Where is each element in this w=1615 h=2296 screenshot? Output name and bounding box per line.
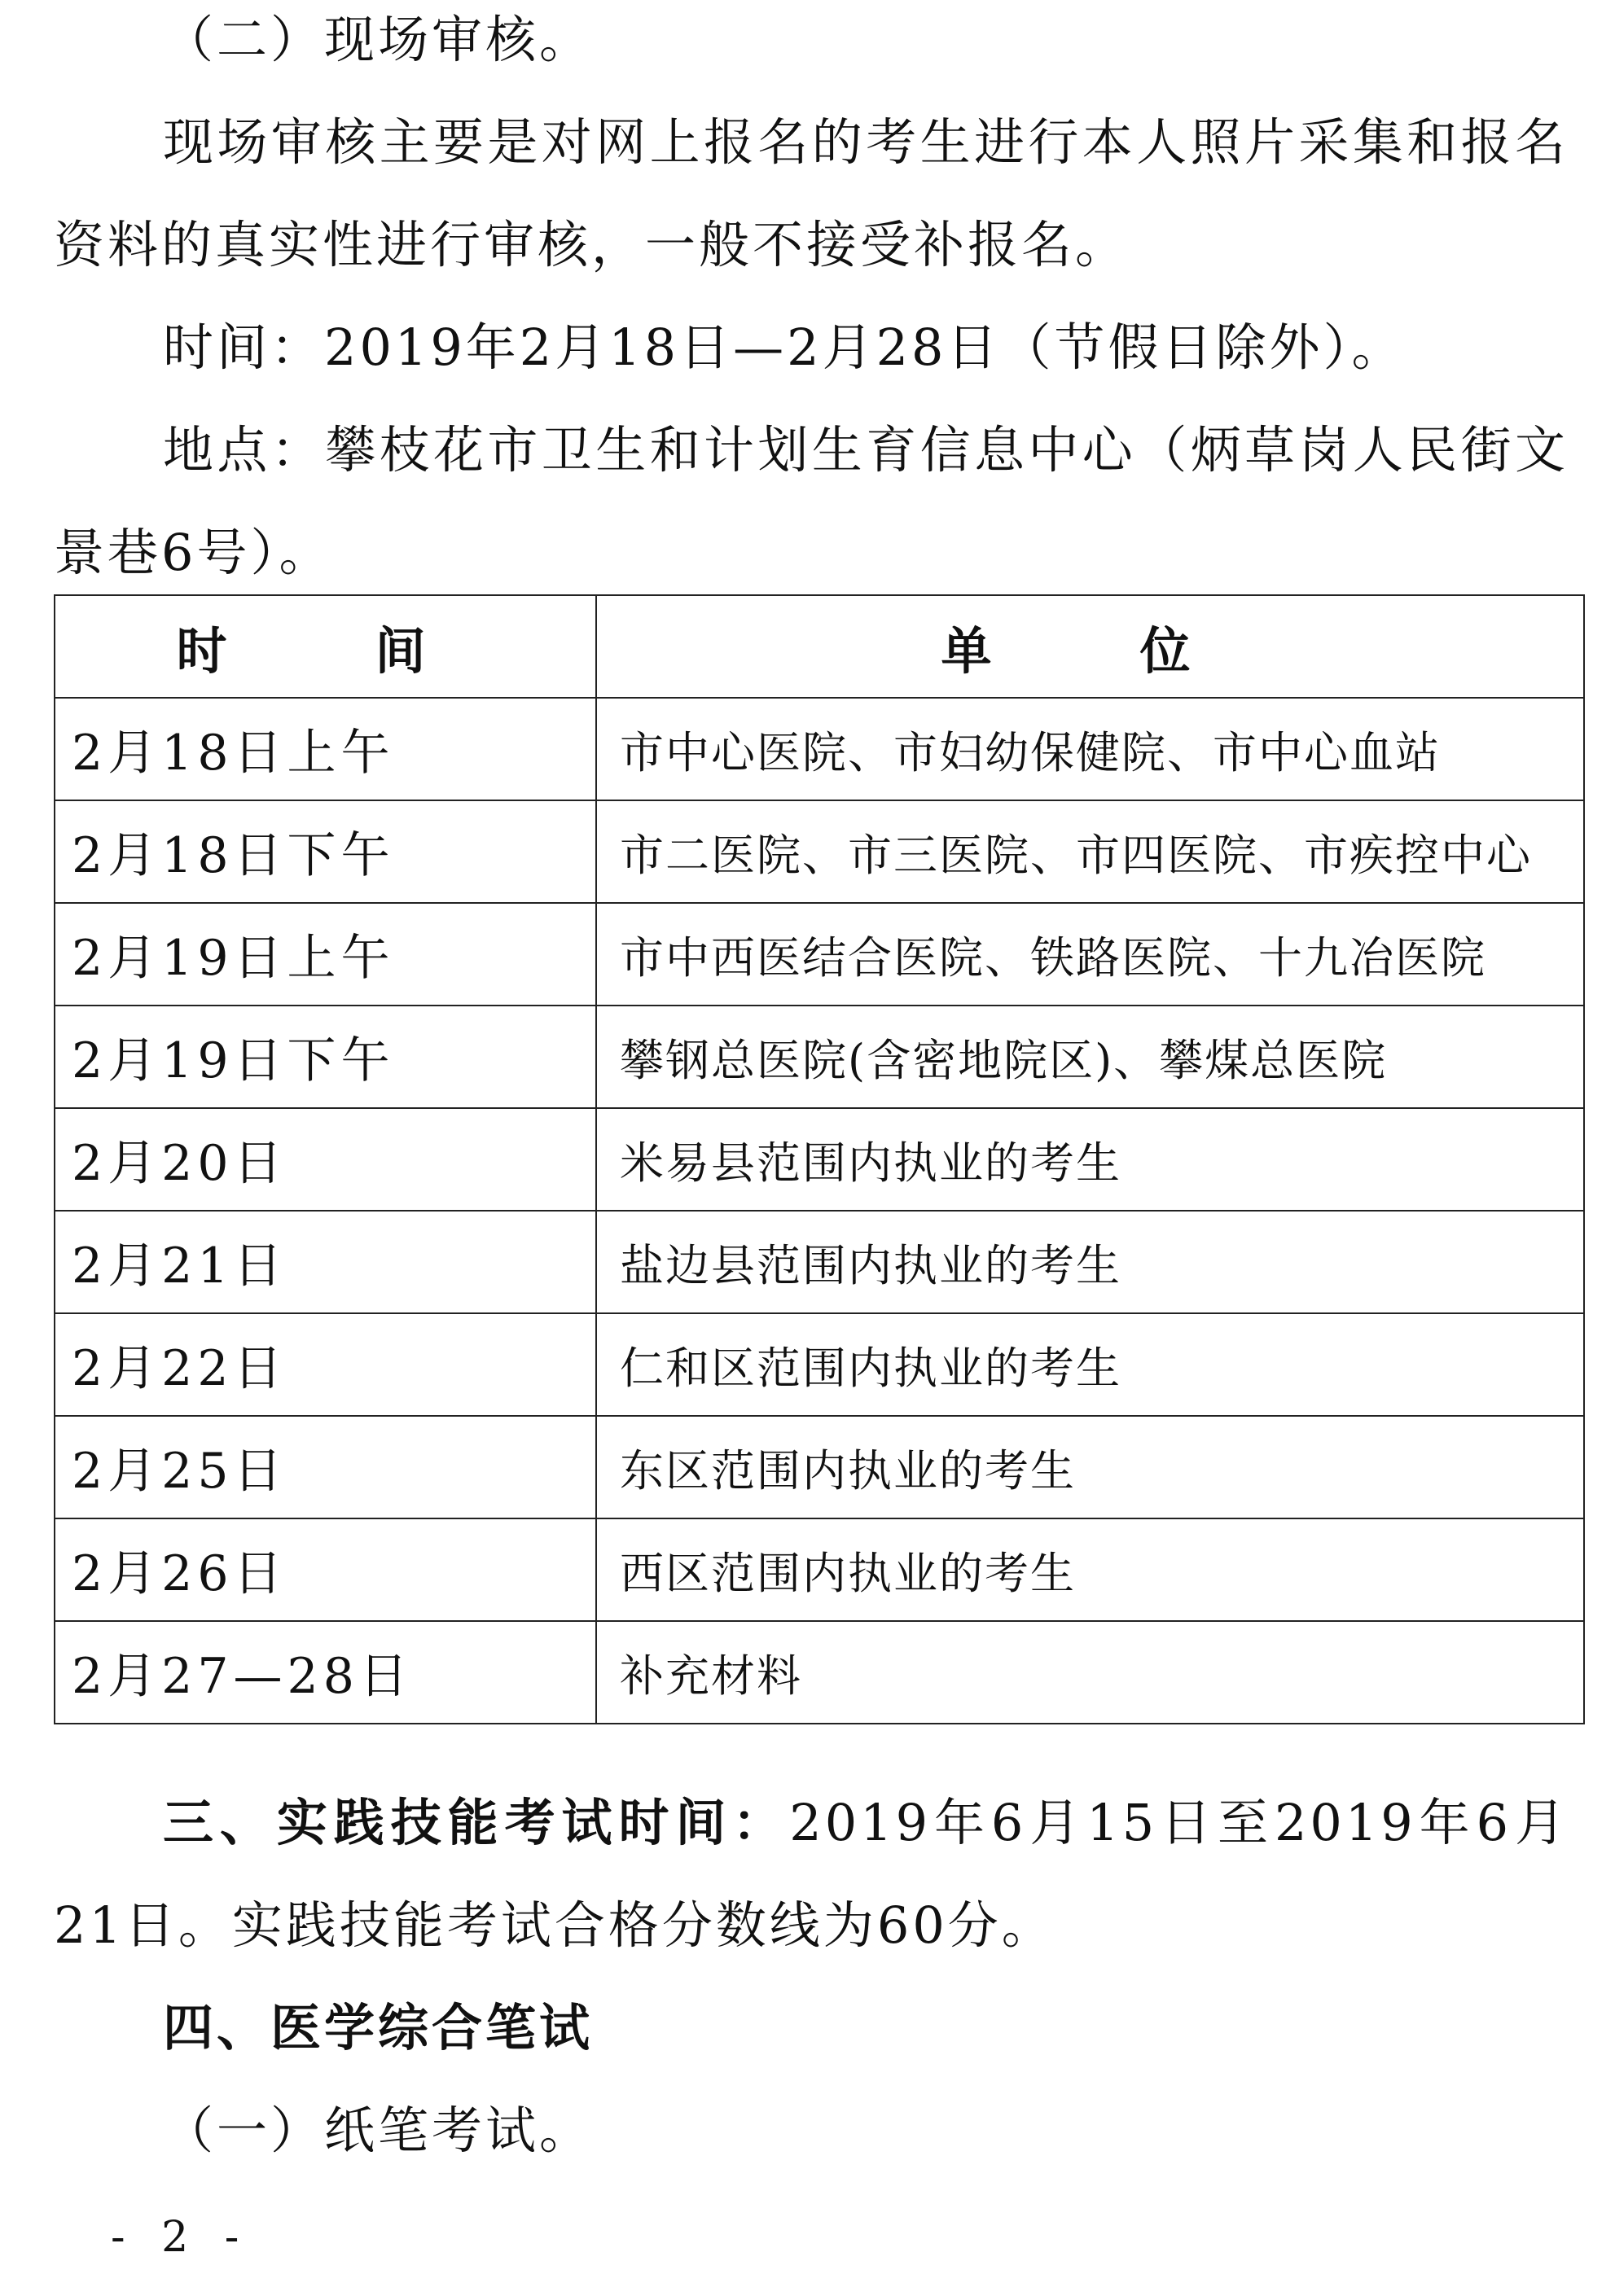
row-unit: 市中心医院、市妇幼保健院、市中心血站 [596, 698, 1584, 800]
row-time: 2月18日上午 [55, 698, 596, 800]
row-unit: 盐边县范围内执业的考生 [596, 1211, 1584, 1313]
row-unit: 市中西医结合医院、铁路医院、十九冶医院 [596, 903, 1584, 1006]
row-time: 2月18日下午 [55, 800, 596, 903]
table-row [55, 1621, 1584, 1724]
table-row [55, 698, 1584, 800]
table-row [55, 1211, 1584, 1313]
schedule-table [54, 594, 1585, 1724]
row-time: 2月27—28日 [55, 1621, 596, 1724]
row-unit: 补充材料 [596, 1621, 1584, 1724]
table-row [55, 1006, 1584, 1108]
row-time: 2月19日上午 [55, 903, 596, 1006]
table-row [55, 1108, 1584, 1211]
table-row [55, 800, 1584, 903]
row-unit: 东区范围内执业的考生 [596, 1416, 1584, 1518]
row-time: 2月19日下午 [55, 1006, 596, 1108]
row-unit: 仁和区范围内执业的考生 [596, 1313, 1584, 1416]
onsite-review-time: 时间：2019年2月18日—2月28日（节假日除外）。 [163, 318, 1406, 377]
table-row [55, 1416, 1584, 1518]
column-header-unit: 单 位 [596, 595, 1584, 698]
practical-exam-paragraph [54, 1772, 1569, 1977]
onsite-review-location: 地点：攀枝花市卫生和计划生育信息中心（炳草岗人民街文景巷6号）。 [54, 420, 1569, 582]
row-time: 2月25日 [55, 1416, 596, 1518]
page-number: - 2 - [111, 2213, 251, 2262]
table-header-row [55, 595, 1584, 698]
practical-exam-heading: 三、实践技能考试时间： [163, 1793, 790, 1852]
table-row [55, 1313, 1584, 1416]
column-header-time: 时 间 [55, 595, 596, 698]
row-time: 2月20日 [55, 1108, 596, 1211]
paper-exam-subheading: （一）纸笔考试。 [163, 2101, 594, 2160]
row-time: 2月22日 [55, 1313, 596, 1416]
row-unit: 米易县范围内执业的考生 [596, 1108, 1584, 1211]
row-time: 2月21日 [55, 1211, 596, 1313]
table-row [55, 1518, 1584, 1621]
row-unit: 市二医院、市三医院、市四医院、市疾控中心 [596, 800, 1584, 903]
row-time: 2月26日 [55, 1518, 596, 1621]
row-unit: 攀钢总医院(含密地院区)、攀煤总医院 [596, 1006, 1584, 1108]
onsite-review-heading: （二）现场审核。 [163, 10, 594, 69]
onsite-review-body: 现场审核主要是对网上报名的考生进行本人照片采集和报名资料的真实性进行审核，一般不接受补报名。 [54, 112, 1569, 274]
table-row [55, 903, 1584, 1006]
written-exam-heading: 四、医学综合笔试 [163, 1998, 594, 2057]
row-unit: 西区范围内执业的考生 [596, 1518, 1584, 1621]
practical-exam-body: 2019年6月15日至2019年6月21日。实践技能考试合格分数线为60分。 [54, 1793, 1569, 1955]
